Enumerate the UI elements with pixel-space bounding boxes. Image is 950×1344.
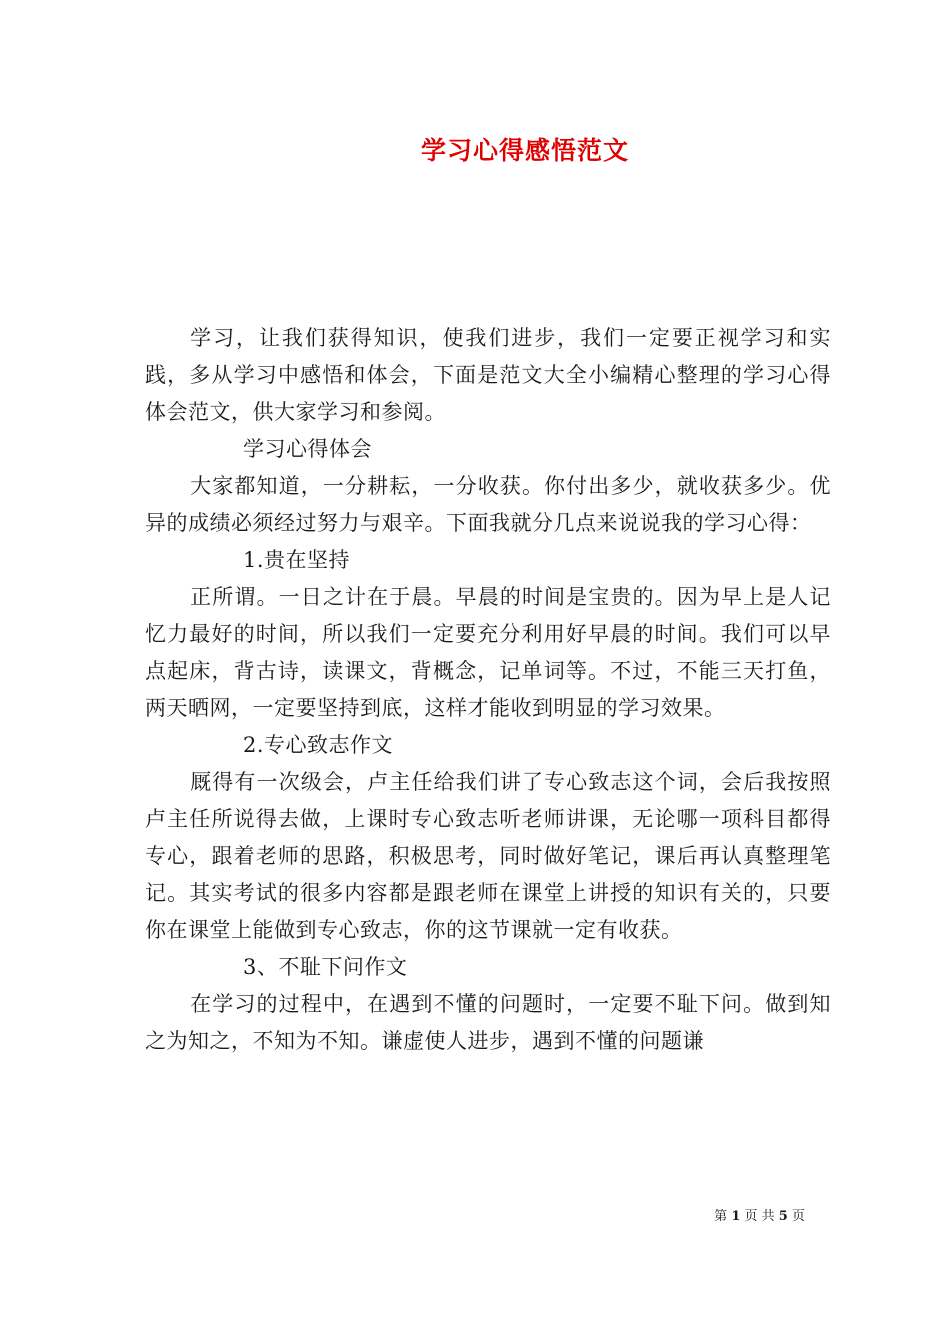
document-title: 学习心得感悟范文 bbox=[420, 136, 629, 165]
body-paragraph: 大家都知道，一分耕耘，一分收获。你付出多少，就收获多少。优异的成绩必须经过努力与艰辛。下面我就分几点来说说我的学习心得： bbox=[145, 474, 831, 535]
intro-paragraph: 学习，让我们获得知识，使我们进步，我们一定要正视学习和实践，多从学习中感悟和体会，下面是范文大全小编精心整理的学习心得体会范文，供大家学习和参阅。 bbox=[145, 326, 831, 424]
section-heading: 3、不耻下问作文 bbox=[243, 955, 408, 979]
section-heading: 2.专心致志作文 bbox=[243, 733, 394, 757]
page-footer bbox=[714, 1205, 805, 1224]
body-paragraph: 在学习的过程中，在遇到不懂的问题时，一定要不耻下问。做到知之为知之，不知为不知。谦虚使人进步，遇到不懂的问题谦 bbox=[145, 992, 831, 1053]
footer-current-page: 1 bbox=[731, 1209, 741, 1224]
section-heading: 学习心得体会 bbox=[243, 437, 372, 461]
body-paragraph: 正所谓。一日之计在于晨。早晨的时间是宝贵的。因为早上是人记忆力最好的时间，所以我们一定要充分利用好早晨的时间。我们可以早点起床，背古诗，读课文，背概念，记单词等。不过，不能三天打鱼，两天晒网，一定要坚持到底，这样才能收到明显的学习效果。 bbox=[145, 585, 831, 720]
document-body bbox=[145, 320, 831, 1060]
body-paragraph: 厩得有一次级会，卢主任给我们讲了专心致志这个词，会后我按照卢主任所说得去做，上课时专心致志听老师讲课，无论哪一项科目都得专心，跟着老师的思路，积极思考，同时做好笔记，课后再认真整理笔记。其实考试的很多内容都是跟老师在课堂上讲授的知识有关的，只要你在课堂上能做到专心致志，你的这节课就一定有收获。 bbox=[145, 770, 831, 942]
footer-middle: 页 共 bbox=[744, 1209, 775, 1224]
footer-suffix: 页 bbox=[791, 1209, 805, 1224]
footer-prefix: 第 bbox=[714, 1209, 728, 1224]
section-heading: 1.贵在坚持 bbox=[243, 548, 351, 572]
footer-total-pages: 5 bbox=[778, 1209, 788, 1224]
